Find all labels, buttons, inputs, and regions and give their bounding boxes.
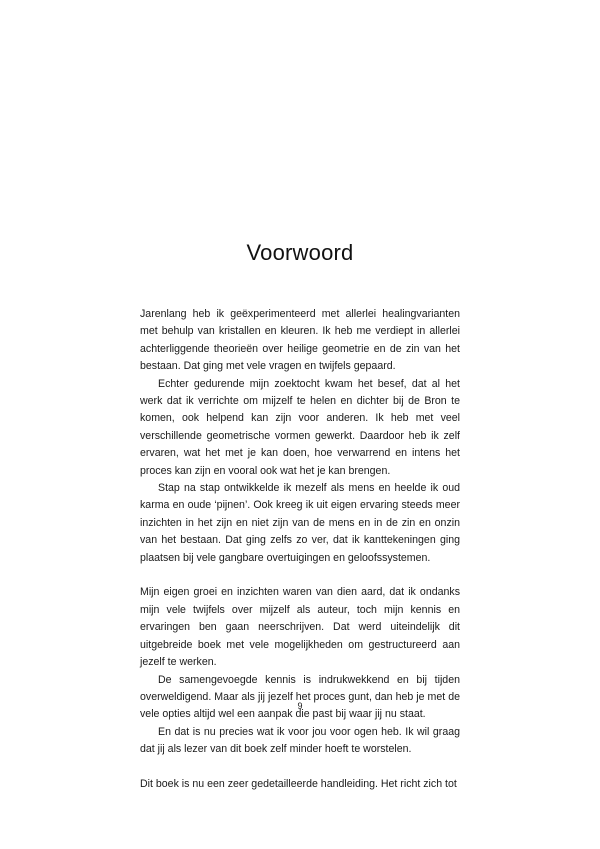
- paragraph-5: De samengevoegde kennis is indrukwekkend en bij tijden overweldigend. Maar als jij jezelf het proces gunt, dan heb je met de vele opties altijd wel een aanpak die past bij waar jij nu staat.: [140, 673, 460, 721]
- body-text: [140, 306, 460, 793]
- page-number: 9: [297, 701, 303, 711]
- paragraph-6: En dat is nu precies wat ik voor jou voor ogen heb. Ik wil graag dat jij als lezer van dit boek zelf minder hoeft te worstelen.: [140, 725, 460, 756]
- paragraph-4: Mijn eigen groei en inzichten waren van dien aard, dat ik ondanks mijn vele twijfels over mijzelf als auteur, toch mijn kennis en ervaringen ben gaan neerschrijven. Dat werd uiteindelijk dit uitgebreide boek met vele mogelijkheden om gestructureerd aan jezelf te werken.: [140, 586, 460, 669]
- paragraph-2: Echter gedurende mijn zoektocht kwam het besef, dat al het werk dat ik verrichte om mijzelf te helen en dichter bij de Bron te komen, ook helpend kan zijn voor anderen. Ik heb met veel verschillende geometrische vormen gewerkt. Daardoor heb ik zelf ervaren, wat het met je kan doen, hoe verwarrend en intens het proces kan zijn en vooral ook wat het je kan brengen.: [140, 377, 460, 477]
- paragraph-1: Jarenlang heb ik geëxperimenteerd met allerlei healingvarianten met behulp van kristallen en kleuren. Ik heb me verdiept in allerlei achterliggende theorieën over heilige geometrie en de zin van het bestaan. Dat ging met vele vragen en twijfels gepaard.: [140, 308, 460, 373]
- paragraph-7: Dit boek is nu een zeer gedetailleerde handleiding. Het richt zich tot: [140, 777, 457, 790]
- paragraph-3: Stap na stap ontwikkelde ik mezelf als mens en heelde ik oud karma en oude ‘pijnen’. Ook kreeg ik uit eigen ervaring steeds meer inzichten in het zijn en niet zijn van de mens en in de zin en onzin van het bestaan. Dat ging zelfs zo ver, dat ik kanttekeningen ging plaatsen bij vele gangbare overtuigingen en geloofssystemen.: [140, 482, 460, 564]
- chapter-title: Voorwoord: [246, 240, 354, 265]
